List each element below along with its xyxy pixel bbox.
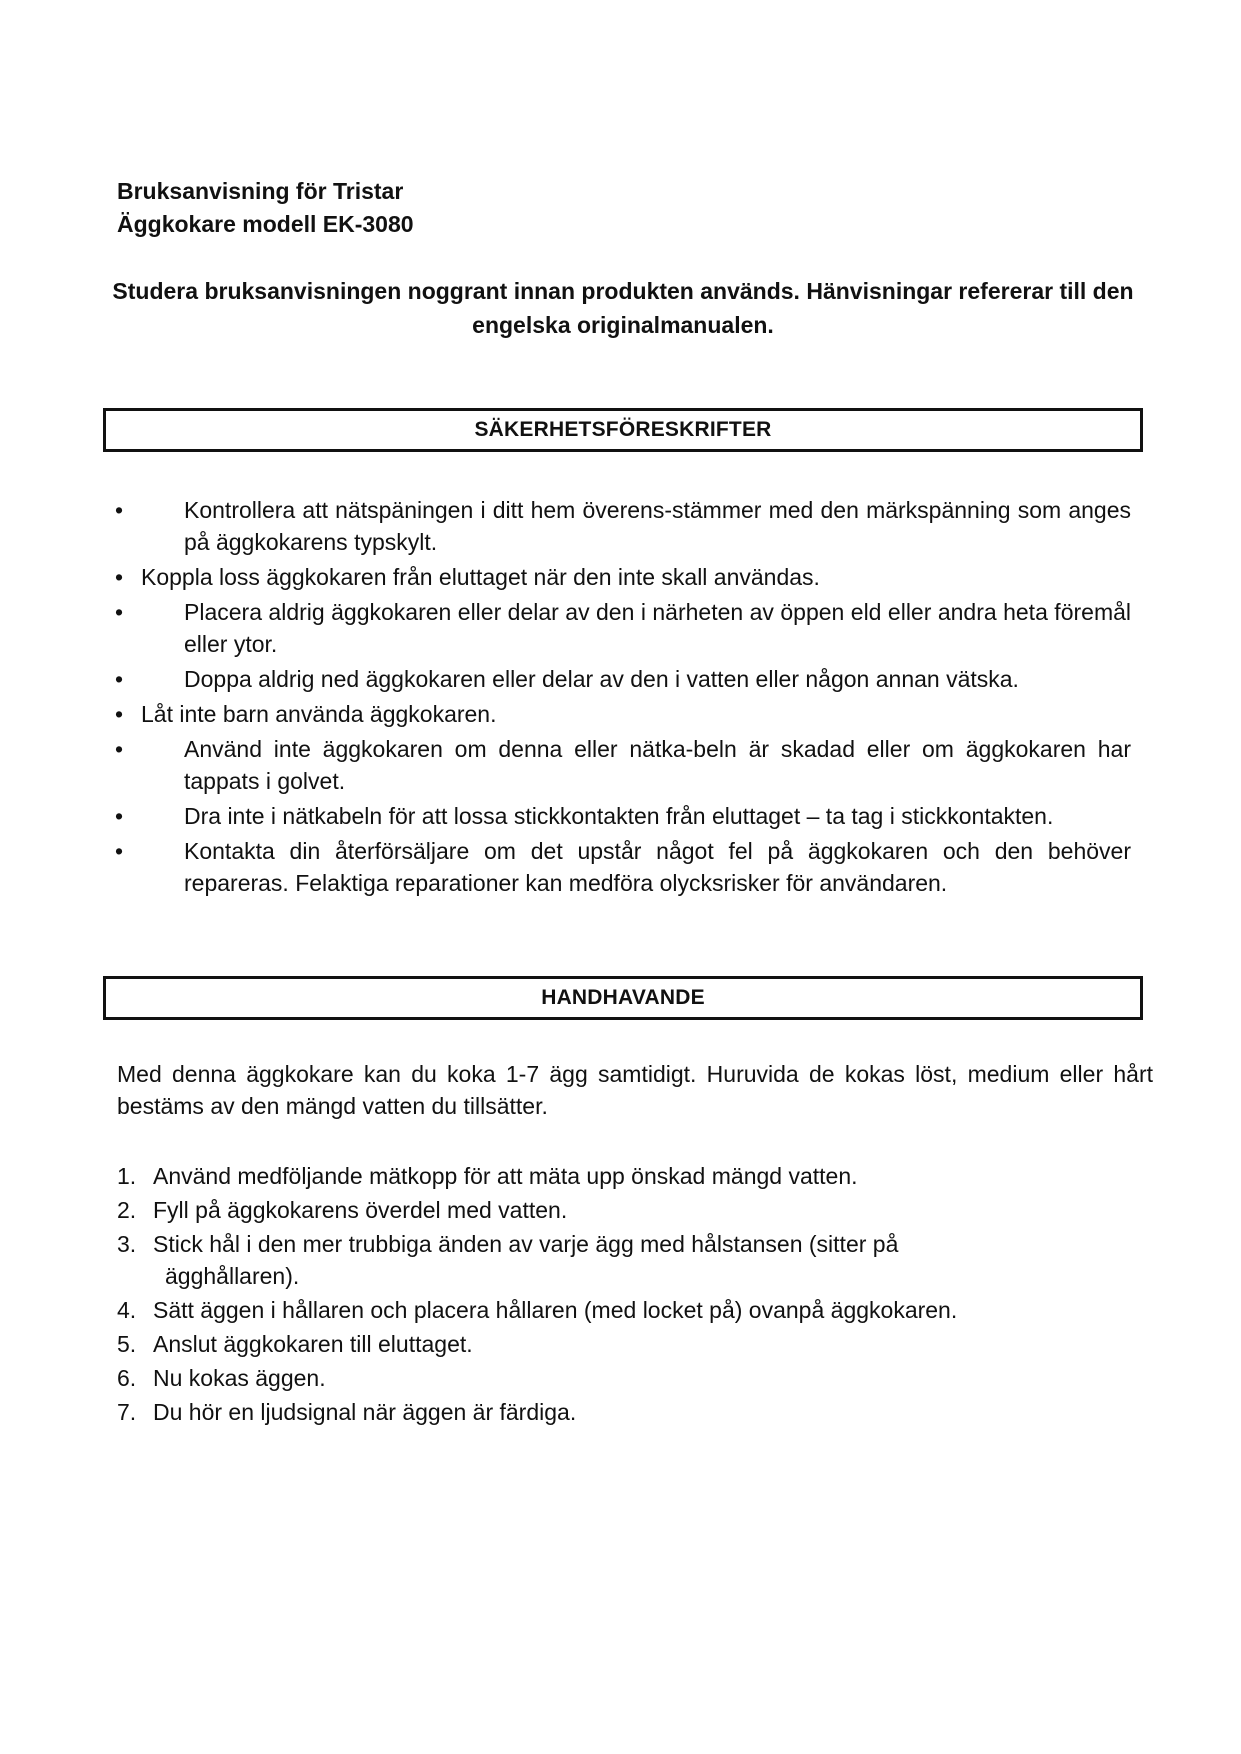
usage-steps [117, 1160, 1057, 1430]
list-item [117, 1328, 1057, 1360]
bullet-marker: • [115, 838, 124, 864]
list-item [115, 596, 1131, 660]
list-item-text: Placera aldrig äggkokaren eller delar av den i närheten av öppen eld eller andra heta föremål eller ytor. [184, 599, 1131, 657]
section-heading-safety: SÄKERHETSFÖRESKRIFTER [103, 408, 1143, 452]
list-item [115, 663, 1131, 695]
list-item [117, 1396, 1057, 1428]
list-item-text: Doppa aldrig ned äggkokaren eller delar av den i vatten eller någon annan vätska. [184, 666, 1019, 692]
bullet-marker: • [115, 701, 124, 727]
step-number: 3. [117, 1231, 137, 1257]
list-item [115, 800, 1131, 832]
step-text: Anslut äggkokaren till eluttaget. [153, 1331, 473, 1357]
bullet-marker: • [115, 599, 124, 625]
bullet-marker: • [115, 736, 124, 762]
step-text: Stick hål i den mer trubbiga änden av varje ägg med hålstansen (sitter på [153, 1231, 899, 1257]
bullet-marker: • [115, 497, 124, 523]
list-item [115, 698, 1131, 730]
step-number: 1. [117, 1163, 137, 1189]
intro-note: Studera bruksanvisningen noggrant innan produkten används. Hänvisningar refererar till den engelska originalmanualen. [112, 278, 1134, 338]
list-item [115, 733, 1131, 797]
list-item-text: Koppla loss äggkokaren från eluttaget när den inte skall användas. [141, 564, 820, 590]
step-number: 2. [117, 1197, 137, 1223]
list-item-text: Kontakta din återförsäljare om det upstår något fel på äggkokaren och den behöver repareras. Felaktiga reparationer kan medföra olycksrisker för användaren. [184, 838, 1131, 896]
bullet-marker: • [115, 564, 124, 590]
list-item [117, 1294, 1057, 1326]
safety-list [115, 494, 1131, 902]
list-item [115, 494, 1131, 558]
document-subtitle: Äggkokare modell EK-3080 [117, 211, 414, 237]
list-item-text: Låt inte barn använda äggkokaren. [141, 701, 497, 727]
list-item [117, 1194, 1057, 1226]
step-text: Sätt äggen i hållaren och placera hållaren (med locket på) ovanpå äggkokaren. [153, 1297, 958, 1323]
step-number: 4. [117, 1297, 137, 1323]
step-number: 5. [117, 1331, 137, 1357]
step-number: 6. [117, 1365, 137, 1391]
list-item [115, 561, 1131, 593]
list-item [117, 1228, 1057, 1292]
section-heading-usage: HANDHAVANDE [103, 976, 1143, 1020]
list-item [115, 835, 1131, 899]
list-item [117, 1160, 1057, 1192]
step-text: Använd medföljande mätkopp för att mäta upp önskad mängd vatten. [153, 1163, 858, 1189]
list-item [117, 1362, 1057, 1394]
step-text: Du hör en ljudsignal när äggen är färdiga. [153, 1399, 577, 1425]
step-number: 7. [117, 1399, 137, 1425]
usage-paragraph: Med denna äggkokare kan du koka 1-7 ägg samtidigt. Huruvida de kokas löst, medium eller hårt bestäms av den mängd vatten du tillsätter. [117, 1061, 1153, 1119]
step-text: Nu kokas äggen. [153, 1365, 326, 1391]
list-item-text: Dra inte i nätkabeln för att lossa stickkontakten från eluttaget – ta tag i stickkontakten. [184, 803, 1054, 829]
bullet-marker: • [115, 666, 124, 692]
step-text: Fyll på äggkokarens överdel med vatten. [153, 1197, 568, 1223]
list-item-text: Kontrollera att nätspäningen i ditt hem överens-stämmer med den märkspänning som anges på äggkokarens typskylt. [184, 497, 1131, 555]
step-text-continuation: ägghållaren). [165, 1263, 300, 1289]
bullet-marker: • [115, 803, 124, 829]
list-item-text: Använd inte äggkokaren om denna eller nätka-beln är skadad eller om äggkokaren har tappats i golvet. [184, 736, 1131, 794]
document-title: Bruksanvisning för Tristar [117, 178, 404, 204]
